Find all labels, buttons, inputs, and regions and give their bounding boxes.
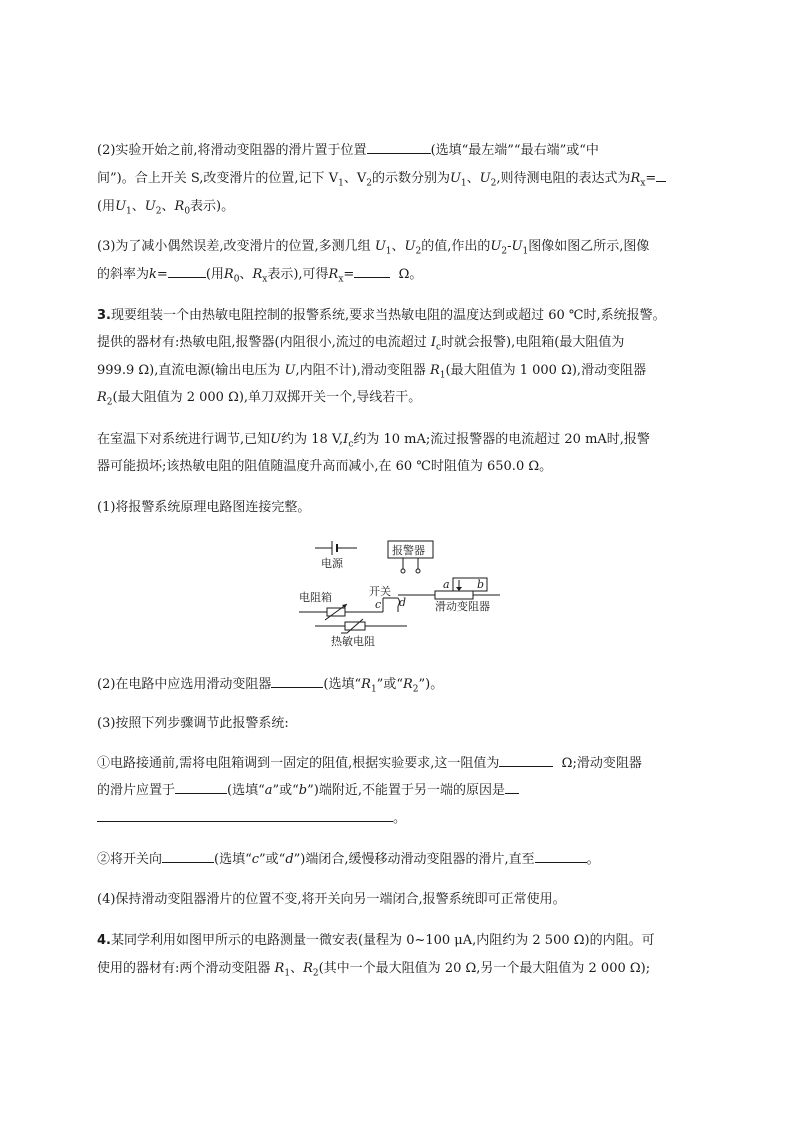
answer-blank[interactable] xyxy=(175,778,227,794)
q2-part2-line1 xyxy=(97,137,717,165)
text: (1)将报警系统原理电路图连接完整。 xyxy=(97,500,311,515)
text: 约为 10 mA;流过报警器的电流超过 20 mA时,报警 xyxy=(353,432,650,447)
text: ,内阻不计),滑动变阻器 xyxy=(295,363,426,378)
subscript: 2 xyxy=(312,968,319,979)
terminal-b-label: b xyxy=(477,578,485,591)
answer-blank[interactable] xyxy=(367,138,431,154)
subscript: 1 xyxy=(370,684,377,695)
text: ”)端附近,不能置于另一端的原因是 xyxy=(307,783,505,798)
text: (3)按照下列步骤调节此报警系统: xyxy=(97,716,289,731)
text: 。 xyxy=(586,852,600,867)
text: ,则待测电阻的表达式为 xyxy=(496,171,631,186)
q3-line1 xyxy=(97,302,717,330)
text: (用 xyxy=(97,199,116,214)
text: ”)端闭合,缓慢移动滑动变阻器的滑片,直至 xyxy=(293,852,535,867)
answer-blank[interactable] xyxy=(499,751,553,767)
text: 、 xyxy=(290,961,304,976)
text: = xyxy=(645,171,657,186)
answer-blank[interactable] xyxy=(162,847,214,863)
text: 提供的器材有:热敏电阻,报警器(内阻很小,流过的电流超过 xyxy=(97,335,427,350)
symbol: R xyxy=(328,267,339,282)
symbol: R xyxy=(97,390,107,405)
symbol: I xyxy=(343,432,349,447)
alarm-terminal[interactable] xyxy=(416,569,420,573)
rheostat-label: 滑动变阻器 xyxy=(435,600,490,613)
text: 。 xyxy=(393,811,407,826)
text: 器可能损坏;该热敏电阻的阻值随温度升高而减小,在 60 ℃时阻值为 650.0 Ω。 xyxy=(97,459,553,474)
power-label: 电源 xyxy=(321,557,343,570)
text: 使用的器材有:两个滑动变阻器 xyxy=(97,961,271,976)
text: ②将开关向 xyxy=(97,852,163,867)
text: = xyxy=(156,267,168,282)
q3-sub3-step1-line1 xyxy=(97,750,717,778)
alarm-terminal[interactable] xyxy=(401,569,405,573)
symbol: U xyxy=(144,199,156,214)
symbol: k xyxy=(149,267,157,282)
symbol: R xyxy=(223,267,234,282)
q3-sub4 xyxy=(97,886,717,914)
q2-part2-line3: (用$U_1$、$U_2$、$R_0$表示)。 xyxy=(97,199,235,217)
symbol: U xyxy=(374,239,386,254)
text: = xyxy=(343,267,355,282)
subscript: c xyxy=(348,439,354,450)
text: Ω;滑动变阻器 xyxy=(561,756,642,771)
q3-line4 xyxy=(97,384,717,417)
answer-blank[interactable] xyxy=(97,806,393,822)
symbol: R xyxy=(430,363,440,378)
terminal-d-label: d xyxy=(399,596,407,609)
subscript: x xyxy=(338,274,344,285)
answer-blank[interactable] xyxy=(656,166,666,182)
text: 表示)。 xyxy=(190,199,235,214)
text: Ω。 xyxy=(398,267,423,282)
symbol: R xyxy=(174,199,185,214)
text: 的斜率为 xyxy=(97,267,150,282)
question-number: 4. xyxy=(97,933,111,948)
symbol: R xyxy=(402,677,413,692)
text: (最大阻值为 1 000 Ω),滑动变阻器 xyxy=(445,363,647,378)
text: 、 xyxy=(131,199,145,214)
q2-part2-line2: 间”)。合上开关 S,改变滑片的位置,记下 $V_1$、$V_2$的示数分别为$U_1$、$U_2$,则待测电阻的表达式为$R_x=$ xyxy=(97,165,717,198)
text: 的示数分别为 xyxy=(371,171,450,186)
switch-label: 开关 xyxy=(369,585,391,598)
power-source-symbol xyxy=(315,541,357,555)
text: (用 xyxy=(205,267,224,282)
symbol: U xyxy=(404,239,416,254)
text: 的值,作出的 xyxy=(421,239,491,254)
subscript: x xyxy=(640,178,646,189)
text: 图像如图乙所示,图像 xyxy=(528,239,650,254)
symbol: b xyxy=(298,783,308,798)
answer-blank[interactable] xyxy=(535,847,587,863)
symbol: d xyxy=(285,852,294,867)
text: (2)实验开始之前,将滑动变阻器的滑片置于位置 xyxy=(97,143,367,158)
symbol: R xyxy=(252,267,263,282)
q4-line1 xyxy=(97,927,717,955)
q3-para2-line2 xyxy=(97,453,717,481)
text: 、 xyxy=(466,171,480,186)
symbol: I xyxy=(430,335,436,350)
text: - xyxy=(507,239,512,254)
text: ”或“ xyxy=(259,852,286,867)
text: 表示),可得 xyxy=(267,267,329,282)
text: 现要组装一个由热敏电阻控制的报警系统,要求当热敏电阻的温度达到或超过 60 ℃时,系统报警。 xyxy=(110,308,666,323)
q3-sub3 xyxy=(97,710,717,738)
text: 某同学利用如图甲所示的电路测量一微安表(量程为 0~100 μA,内阻约为 2 500 Ω)的内阻。可 xyxy=(110,933,655,948)
terminal-c-label: c xyxy=(375,598,382,611)
text: 、 xyxy=(391,239,405,254)
symbol: R xyxy=(361,677,371,692)
symbol: U xyxy=(270,432,282,447)
answer-blank[interactable] xyxy=(271,672,323,688)
text: 的滑片应置于 xyxy=(97,783,176,798)
circuit-diagram xyxy=(295,538,515,650)
subscript: 1 xyxy=(439,370,446,381)
text: (选填“ xyxy=(323,677,362,692)
text: 、 xyxy=(239,267,253,282)
text: (2)在电路中应选用滑动变阻器 xyxy=(97,677,272,692)
subscript: 2 xyxy=(106,397,113,408)
text: ”或“ xyxy=(376,677,403,692)
q3-sub2 xyxy=(97,671,717,704)
text: (其中一个最大阻值为 20 Ω,另一个最大阻值为 2 000 Ω); xyxy=(318,961,651,976)
symbol: a xyxy=(264,783,273,798)
resistance-box-label: 电阻箱 xyxy=(299,591,332,604)
text: (选填“ xyxy=(214,852,252,867)
rheostat-resistor xyxy=(435,591,473,599)
text: 间”)。合上开关 S,改变滑片的位置,记下 V xyxy=(97,171,339,186)
alarm-label: 报警器 xyxy=(392,544,425,557)
symbol: R xyxy=(630,171,641,186)
symbol: U xyxy=(490,239,502,254)
symbol: c xyxy=(251,852,260,867)
answer-blank[interactable] xyxy=(168,262,206,278)
question-number: 3. xyxy=(97,308,111,323)
symbol: U xyxy=(511,239,523,254)
q4-line2 xyxy=(97,955,717,988)
q3-sub1 xyxy=(97,494,717,522)
q2-part3-line2: 的斜率为k= (用$R_0$、$R_x$表示),可得$R_x= \Omega$。 xyxy=(97,261,717,294)
text: (3)为了减小偶然误差,改变滑片的位置,多测几组 xyxy=(97,239,371,254)
answer-blank[interactable] xyxy=(505,778,519,794)
text: 时就会报警),电阻箱(最大阻值为 xyxy=(441,335,625,350)
answer-blank[interactable] xyxy=(354,262,390,278)
text: (4)保持滑动变阻器滑片的位置不变,将开关向另一端闭合,报警系统即可正常使用。 xyxy=(97,892,566,907)
text: 999.9 Ω),直流电源(输出电压为 xyxy=(97,363,281,378)
text: 在室温下对系统进行调节,已知 xyxy=(97,432,271,447)
subscript: 2 xyxy=(412,684,419,695)
symbol: U xyxy=(115,199,127,214)
symbol: U xyxy=(284,363,296,378)
subscript: x xyxy=(262,274,268,285)
q2-part3-line1: (3)为了减小偶然误差,改变滑片的位置,多测几组 $U_1$、$U_2$的值,作出的$U_2-U_1$图像如图乙所示,图像 xyxy=(97,239,650,257)
text: ①电路接通前,需将电阻箱调到一固定的阻值,根据实验要求,这一阻值为 xyxy=(97,756,500,771)
symbol: U xyxy=(479,171,491,186)
q3-sub3-step1-line2 xyxy=(97,777,717,805)
symbol: U xyxy=(449,171,461,186)
text: 、 xyxy=(161,199,175,214)
text: 约为 18 V, xyxy=(281,432,344,447)
symbol: R xyxy=(303,961,313,976)
text: ”)。 xyxy=(418,677,444,692)
subscript: c xyxy=(436,342,442,353)
text: 、V xyxy=(343,171,367,186)
text: ”或“ xyxy=(272,783,299,798)
symbol: R xyxy=(274,961,285,976)
terminal-a-label: a xyxy=(443,578,450,591)
subscript: 1 xyxy=(284,968,291,979)
text: (选填“最左端”“最右端”或“中 xyxy=(430,143,599,158)
q3-sub3-step1-line3 xyxy=(97,805,717,833)
q3-sub3-step2 xyxy=(97,846,717,874)
text: (选填“ xyxy=(227,783,265,798)
thermistor-label: 热敏电阻 xyxy=(331,635,375,648)
text: (最大阻值为 2 000 Ω),单刀双掷开关一个,导线若干。 xyxy=(112,390,422,405)
